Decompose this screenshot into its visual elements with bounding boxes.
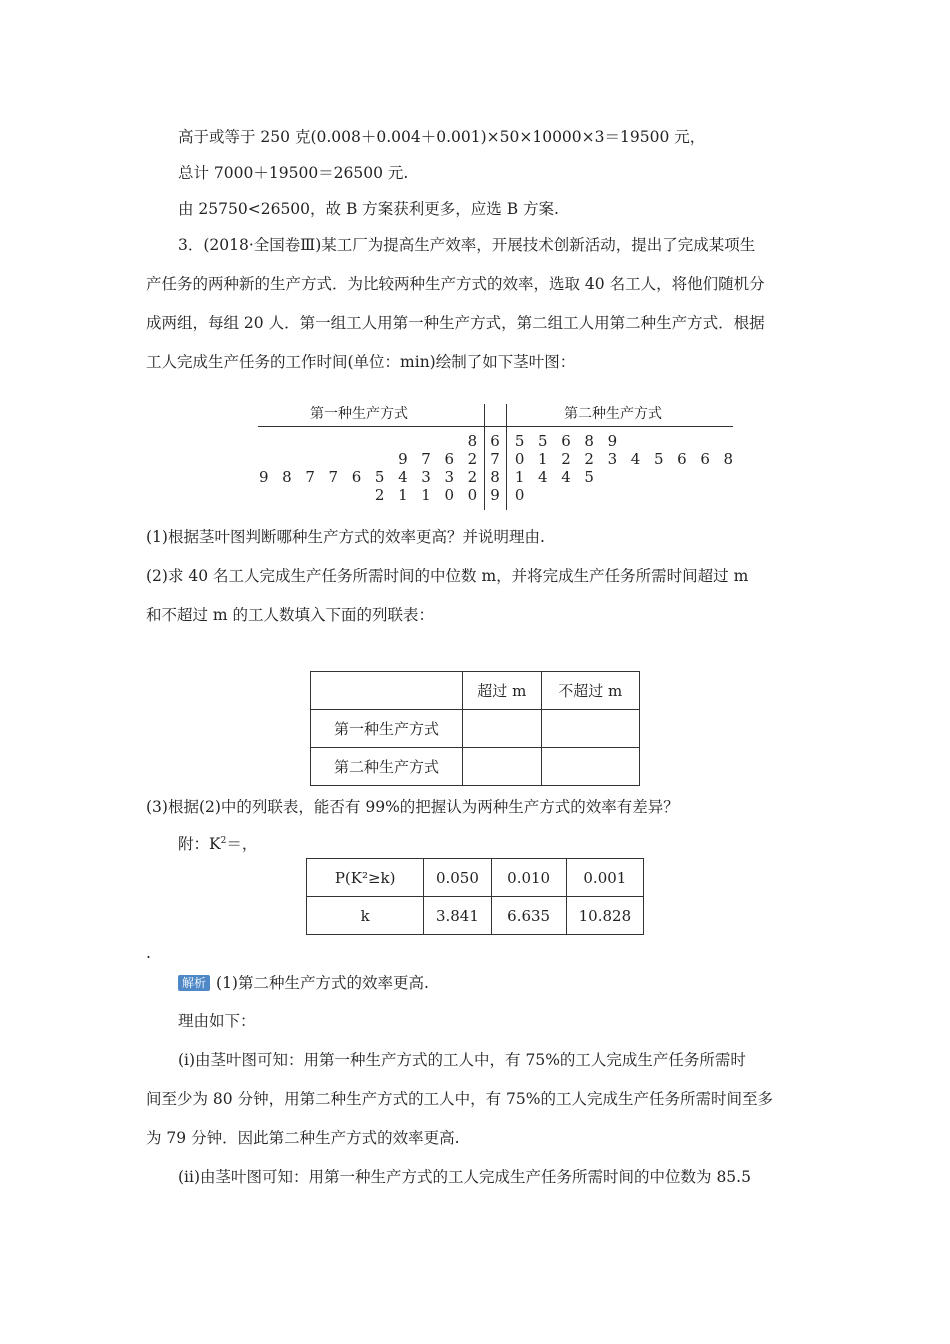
solution-line: (ⅱ)由茎叶图可知：用第一种生产方式的工人完成生产任务所需时间的中位数为 85.5 <box>178 1168 751 1186</box>
appendix-suffix: ＝， <box>226 835 258 854</box>
table-cell <box>463 748 542 786</box>
leaf: 8 <box>723 450 734 468</box>
leaf: 0 <box>467 486 478 504</box>
leaf: 3 <box>421 468 431 486</box>
right-leaves <box>508 450 740 468</box>
stem-leaf-plot <box>258 404 733 510</box>
right-leaves <box>508 486 531 504</box>
solution-line: 间至少为 80 分钟，用第二种生产方式的工人中，有 75%的工人完成生产任务所需时间至多 <box>146 1090 773 1108</box>
table-cell <box>463 710 542 748</box>
solution-text: (1)第二种生产方式的效率更高. <box>216 974 429 992</box>
leaf: 5 <box>584 468 594 486</box>
leaf: 9 <box>398 450 408 468</box>
leaf: 9 <box>607 432 618 450</box>
table-cell: 6.635 <box>491 897 566 935</box>
left-title: 第一种生产方式 <box>310 406 408 422</box>
dot: . <box>146 944 151 962</box>
question-3-line: 3．(2018·全国卷Ⅲ)某工厂为提高生产效率，开展技术创新活动，提出了完成某项生 <box>178 236 756 254</box>
solution-line: 为 79 分钟．因此第二种生产方式的效率更高. <box>146 1129 460 1147</box>
table-header: 不超过 m <box>541 672 639 710</box>
stem-leaf-row <box>258 450 733 468</box>
table-cell: 第一种生产方式 <box>311 710 463 748</box>
leaf: 2 <box>374 486 385 504</box>
table-cell: P(K²≥k) <box>307 859 424 897</box>
leaf: 1 <box>514 468 525 486</box>
question-3-line: 产任务的两种新的生产方式．为比较两种生产方式的效率，选取 40 名工人，将他们随机分 <box>146 275 765 293</box>
table-header <box>311 672 463 710</box>
leaf: 7 <box>305 468 315 486</box>
appendix-sup: 2 <box>220 836 227 846</box>
leaf: 6 <box>444 450 454 468</box>
leaf: 3 <box>444 468 454 486</box>
leaf: 9 <box>258 468 269 486</box>
leaf: 4 <box>561 468 571 486</box>
right-title: 第二种生产方式 <box>564 406 662 422</box>
question-3-line: 工人完成生产任务的工作时间(单位：min)绘制了如下茎叶图： <box>146 353 576 371</box>
leaf: 6 <box>561 432 571 450</box>
right-leaves <box>508 468 601 486</box>
stem-leaf-row <box>258 468 733 486</box>
leaf: 5 <box>374 468 385 486</box>
part-2-line: (2)求 40 名工人完成生产任务所需时间的中位数 m，并将完成生产任务所需时间超过 m <box>146 567 749 585</box>
leaf: 6 <box>700 450 710 468</box>
leaf: 2 <box>584 450 594 468</box>
part-3: (3)根据(2)中的列联表，能否有 99%的把握认为两种生产方式的效率有差异？ <box>146 798 679 816</box>
leaf: 0 <box>514 486 525 504</box>
table-cell <box>541 710 639 748</box>
table-cell: 3.841 <box>424 897 491 935</box>
stem-leaf-row <box>258 432 733 450</box>
leaf: 7 <box>421 450 431 468</box>
leaf: 0 <box>514 450 525 468</box>
leaf: 2 <box>467 468 478 486</box>
leaf: 5 <box>653 450 664 468</box>
leaf: 8 <box>584 432 594 450</box>
stem: 6 <box>490 432 500 450</box>
solution-line <box>178 972 429 994</box>
leaf: 2 <box>561 450 571 468</box>
leaf: 3 <box>607 450 618 468</box>
stem: 8 <box>490 468 500 486</box>
table-cell: 第二种生产方式 <box>311 748 463 786</box>
solution-line: (ⅰ)由茎叶图可知：用第一种生产方式的工人中，有 75%的工人完成生产任务所需时 <box>178 1051 746 1069</box>
text-line: 总计 7000＋19500＝26500 元. <box>178 164 409 182</box>
critical-value-table <box>306 858 644 935</box>
text-line: 高于或等于 250 克(0.008＋0.004＋0.001)×50×10000×3＝19500 元， <box>178 128 706 146</box>
table-header: 超过 m <box>463 672 542 710</box>
leaf: 2 <box>467 450 478 468</box>
table-cell: 0.050 <box>424 859 491 897</box>
text-line: 由 25750<26500，故 B 方案获利更多，应选 B 方案. <box>178 200 559 218</box>
leaf: 6 <box>677 450 687 468</box>
left-leaves <box>368 486 484 504</box>
question-3-line: 成两组，每组 20 人．第一组工人用第一种生产方式，第二组工人用第二种生产方式．根据 <box>146 314 765 332</box>
leaf: 4 <box>538 468 548 486</box>
leaf: 4 <box>398 468 408 486</box>
part-1: (1)根据茎叶图判断哪种生产方式的效率更高？并说明理由. <box>146 528 545 546</box>
leaf: 1 <box>398 486 408 504</box>
solution-line: 理由如下： <box>178 1012 256 1030</box>
part-2-line: 和不超过 m 的工人数填入下面的列联表： <box>146 606 435 624</box>
table-cell: 10.828 <box>566 897 643 935</box>
leaf: 5 <box>514 432 525 450</box>
right-leaves <box>508 432 624 450</box>
stem-leaf-row <box>258 486 733 504</box>
leaf: 0 <box>444 486 454 504</box>
analysis-badge: 解析 <box>178 975 210 991</box>
table-cell: 0.001 <box>566 859 643 897</box>
stem: 7 <box>490 450 500 468</box>
leaf: 5 <box>538 432 548 450</box>
table-cell <box>541 748 639 786</box>
left-leaves <box>252 468 484 486</box>
leaf: 1 <box>421 486 431 504</box>
table-cell: 0.010 <box>491 859 566 897</box>
appendix <box>178 830 257 855</box>
leaf: 7 <box>328 468 339 486</box>
leaf: 1 <box>538 450 548 468</box>
leaf: 4 <box>630 450 641 468</box>
leaf: 6 <box>351 468 362 486</box>
leaf: 8 <box>467 432 478 450</box>
table-cell: k <box>307 897 424 935</box>
left-leaves <box>461 432 484 450</box>
contingency-table <box>310 671 640 786</box>
leaf: 8 <box>282 468 292 486</box>
left-leaves <box>391 450 484 468</box>
stem: 9 <box>490 486 500 504</box>
appendix-prefix: 附：K <box>178 835 221 854</box>
